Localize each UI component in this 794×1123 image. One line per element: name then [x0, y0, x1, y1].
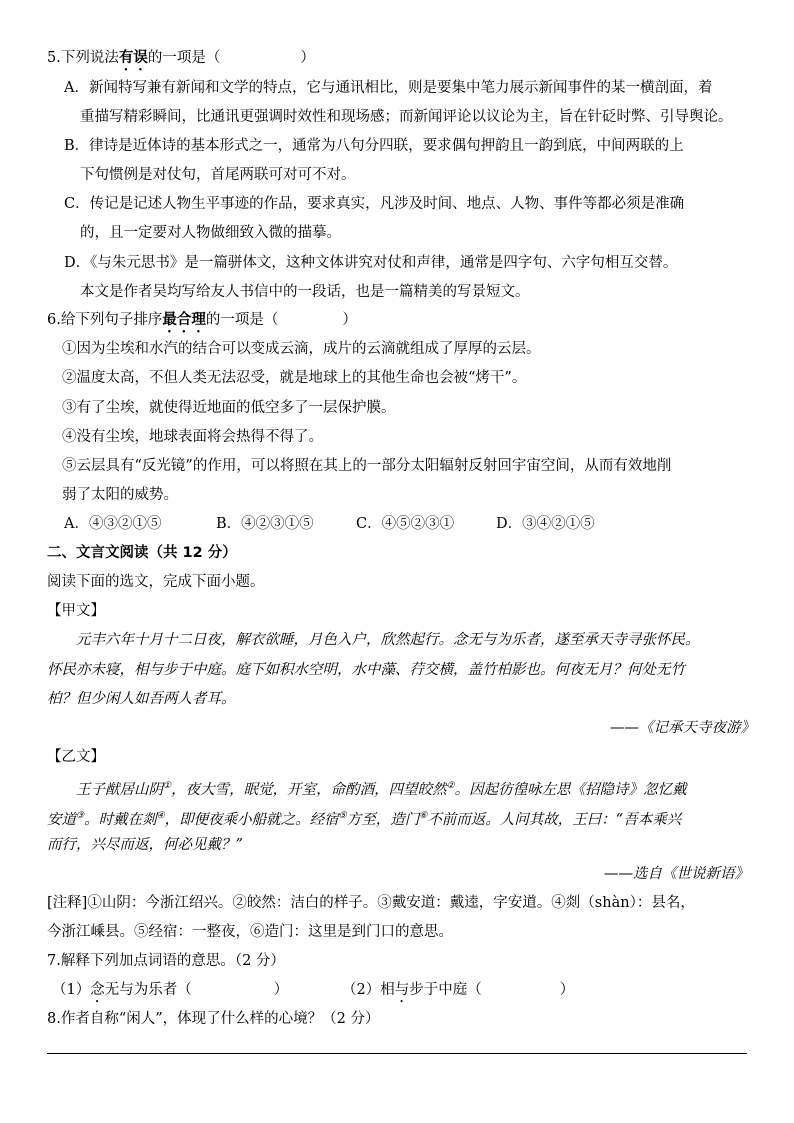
section-instruction: 阅读下面的选文，完成下面小题。 — [47, 574, 265, 590]
q7-item1-dotted-word: 念 — [90, 982, 105, 998]
yi-paragraph-line3: 而行，兴尽而返，何必见戴？” — [47, 837, 243, 853]
q8-stem: 8.作者自称“闲人”，体现了什么样的心境？（2 分） — [47, 1011, 380, 1027]
q5-stem: 5.下列说法有误的一项是（ ） — [47, 50, 315, 66]
yi-paragraph-line2: 安道③。时戴在剡④，即便夜乘小船就之。经宿⑤方至，造门⑥不前而返。人问其故，王曰：“吾本乘兴 — [47, 811, 682, 828]
q6-sentence-1: ①因为尘埃和水汽的结合可以变成云滴，成片的云滴就组成了厚厚的云层。 — [62, 341, 541, 357]
q5-key-word: 有误 — [118, 50, 148, 66]
jia-paragraph-line2: 怀民亦未寝，相与步于中庭。庭下如积水空明，水中藻、荇交横，盖竹柏影也。何夜无月？何处无竹 — [47, 662, 685, 678]
q7-item2-dotted-word: 与 — [394, 982, 410, 998]
notes-line1: [注释]①山阴：今浙江绍兴。②皎然：洁白的样子。③戴安道：戴逵，字安道。④剡（shàn）：县名， — [47, 895, 695, 911]
section-heading: 二、文言文阅读（共 12 分） — [47, 545, 237, 561]
note-marker-2: ② — [446, 781, 455, 791]
note-marker-3: ③ — [76, 811, 85, 821]
q5-option-d-line2: 本文是作者吴均写给友人书信中的一段话，也是一篇精美的写景短文。 — [80, 284, 530, 300]
q6-stem: 6.给下列句子排序最合理的一项是（ ） — [47, 312, 357, 328]
q6-key-word: 最合理 — [162, 312, 206, 328]
q5-option-c-line2: 的，且一定要对人物做细致入微的描摹。 — [80, 225, 341, 241]
note-marker-6: ⑥ — [419, 811, 428, 821]
q6-sentence-2: ②温度太高，不但人类无法忍受，就是地球上的其他生命也会被“烤干”。 — [62, 370, 527, 386]
jia-paragraph-line1: 元丰六年十月十二日夜，解衣欲睡，月色入户，欣然起行。念无与为乐者，遂至承天寺寻张怀民。 — [76, 632, 700, 648]
q6-option-c: C．④⑤②③① — [356, 516, 455, 532]
q6-sentence-3: ③有了尘埃，就使得近地面的低空多了一层保护膜。 — [62, 400, 396, 416]
q6-option-d: D．③④②①⑤ — [496, 516, 595, 532]
q5-option-a-line2: 重描写精彩瞬间，比通讯更强调时效性和现场感；而新闻评论以议论为主，旨在针砭时弊、引导舆论。 — [80, 109, 733, 125]
notes-line2: 今浙江嵊县。⑤经宿：一整夜，⑥造门：这里是到门口的意思。 — [47, 924, 453, 940]
note-marker-4: ④ — [156, 811, 165, 821]
q7-item-2: （2）相与步于中庭（ ） — [342, 982, 575, 998]
q7-item-1: （1）念无与为乐者（ ） — [52, 982, 289, 998]
q5-option-a-line1: A．新闻特写兼有新闻和文学的特点，它与通讯相比，则是要集中笔力展示新闻事件的某一横剖面，着 — [64, 80, 713, 96]
yi-paragraph-line1: 王子猷居山阴①，夜大雪，眠觉，开室，命酌酒，四望皎然②。因起彷徨咏左思《招隐诗》忽忆戴 — [76, 781, 687, 798]
q6-sentence-5-line2: 弱了太阳的威势。 — [62, 487, 178, 503]
note-marker-5: ⑤ — [338, 811, 347, 821]
q6-sentence-5-line1: ⑤云层具有“反光镜”的作用，可以将照在其上的一部分太阳辐射反射回宇宙空间，从而有效地削 — [62, 458, 672, 474]
q7-stem: 7.解释下列加点词语的意思。（2 分） — [47, 953, 285, 969]
q6-option-a: A．④③②①⑤ — [64, 516, 162, 532]
jia-source: ——《记承天寺夜游》 — [610, 720, 755, 736]
jia-label: 【甲文】 — [47, 603, 105, 619]
yi-label: 【乙文】 — [47, 749, 105, 765]
answer-line — [47, 1053, 747, 1054]
q5-option-b-line1: B．律诗是近体诗的基本形式之一，通常为八句分四联，要求偶句押韵且一韵到底，中间两联的上 — [64, 138, 684, 154]
q6-sentence-4: ④没有尘埃，地球表面将会热得不得了。 — [62, 429, 323, 445]
q6-option-b: B．④②③①⑤ — [216, 516, 314, 532]
yi-source: ——选自《世说新语》 — [604, 866, 749, 882]
note-marker-1: ① — [163, 781, 172, 791]
q5-option-c-line1: C．传记是记述人物生平事迹的作品，要求真实，凡涉及时间、地点、人物、事件等都必须是准确 — [64, 196, 685, 212]
q5-option-d-line1: D．《与朱元思书》是一篇骈体文，这种文体讲究对仗和声律，通常是四字句、六字句相互交替。 — [64, 255, 678, 271]
jia-paragraph-line3: 柏？但少闲人如吾两人者耳。 — [47, 691, 236, 707]
q5-option-b-line2: 下句惯例是对仗句，首尾两联可对可不对。 — [80, 167, 356, 183]
